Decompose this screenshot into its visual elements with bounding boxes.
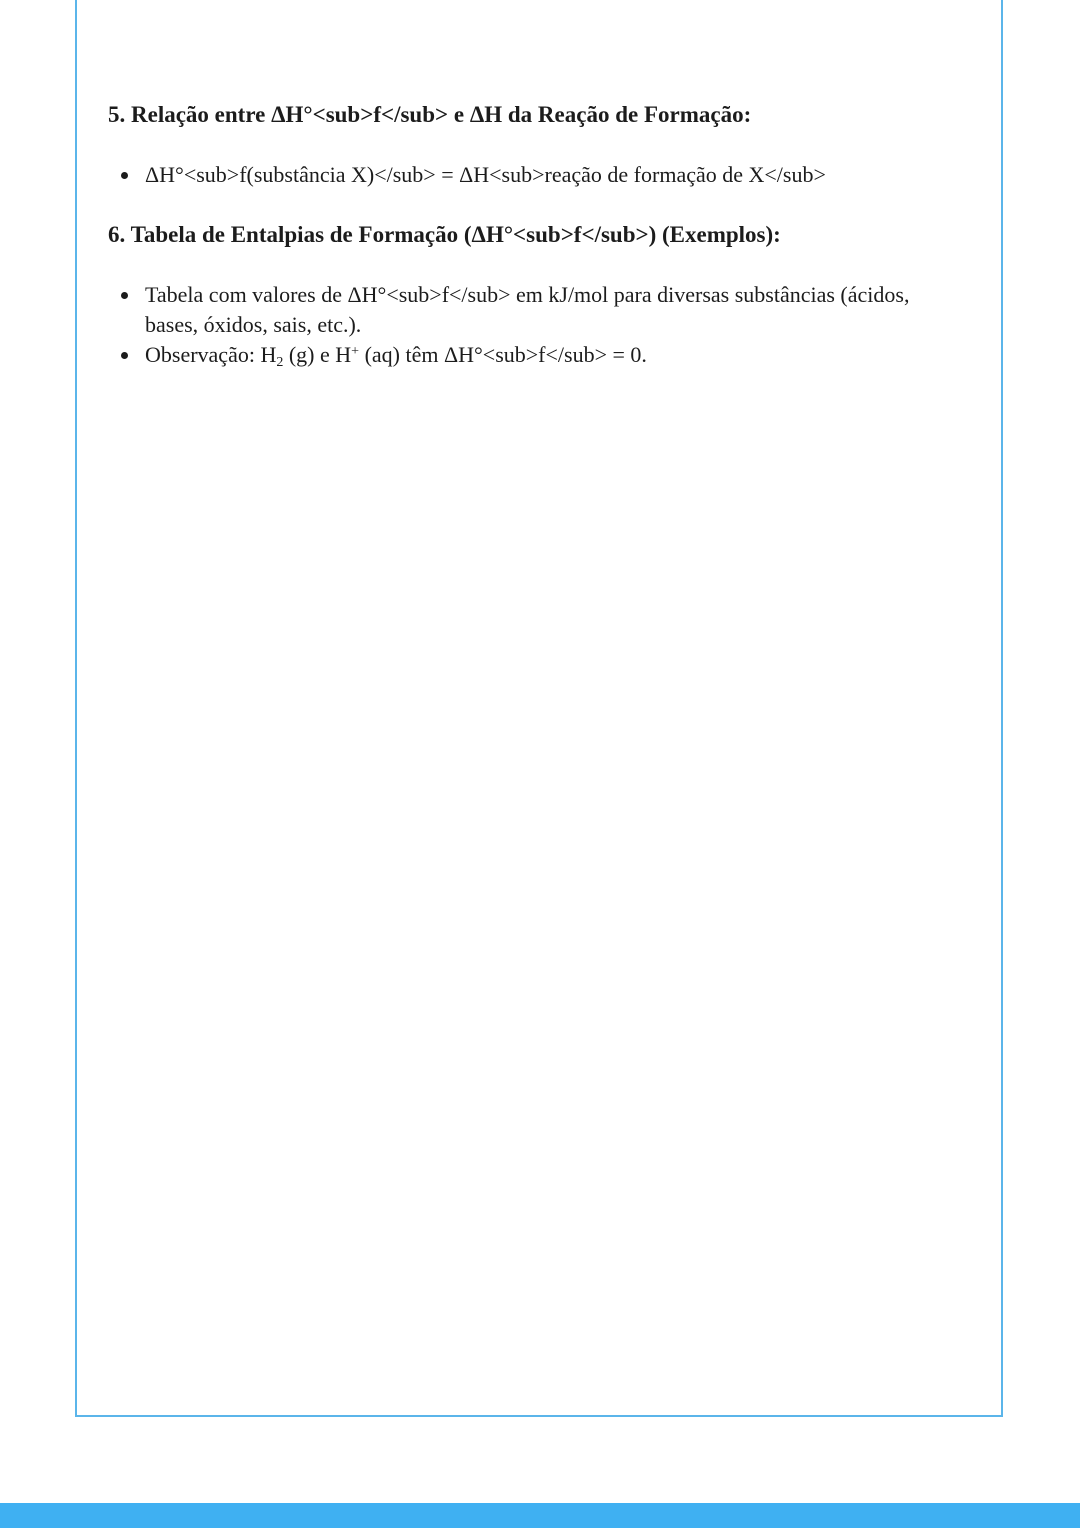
section-6-heading: 6. Tabela de Entalpias de Formação (ΔH°<sub>f</sub>) (Exemplos): xyxy=(108,222,781,247)
list-item xyxy=(108,280,958,340)
list-item-text: Tabela com valores de ΔH°<sub>f</sub> em kJ/mol para diversas substâncias (ácidos, bases, óxidos, sais, etc.). xyxy=(145,282,910,337)
list-item-text: ΔH°<sub>f(substância X)</sub> = ΔH<sub>reação de formação de X</sub> xyxy=(145,162,826,187)
observation-suffix: (aq) têm ΔH°<sub>f</sub> = 0. xyxy=(359,342,647,367)
observation-prefix: Observação: H xyxy=(145,342,277,367)
section-5-heading: 5. Relação entre ΔH°<sub>f</sub> e ΔH da Reação de Formação: xyxy=(108,102,752,127)
list-item xyxy=(108,160,958,190)
bullet-icon xyxy=(121,172,128,179)
observation-middle: (g) e H xyxy=(283,342,352,367)
document-content xyxy=(108,100,958,370)
list-item xyxy=(108,340,958,370)
section-5-list xyxy=(108,160,958,190)
h-plus-superscript: + xyxy=(351,344,360,359)
h2-subscript: 2 xyxy=(276,355,284,370)
bottom-accent-bar xyxy=(0,1503,1080,1528)
observation-text xyxy=(145,342,647,370)
bullet-icon xyxy=(121,352,128,359)
section-6-list xyxy=(108,280,958,370)
bullet-icon xyxy=(121,292,128,299)
